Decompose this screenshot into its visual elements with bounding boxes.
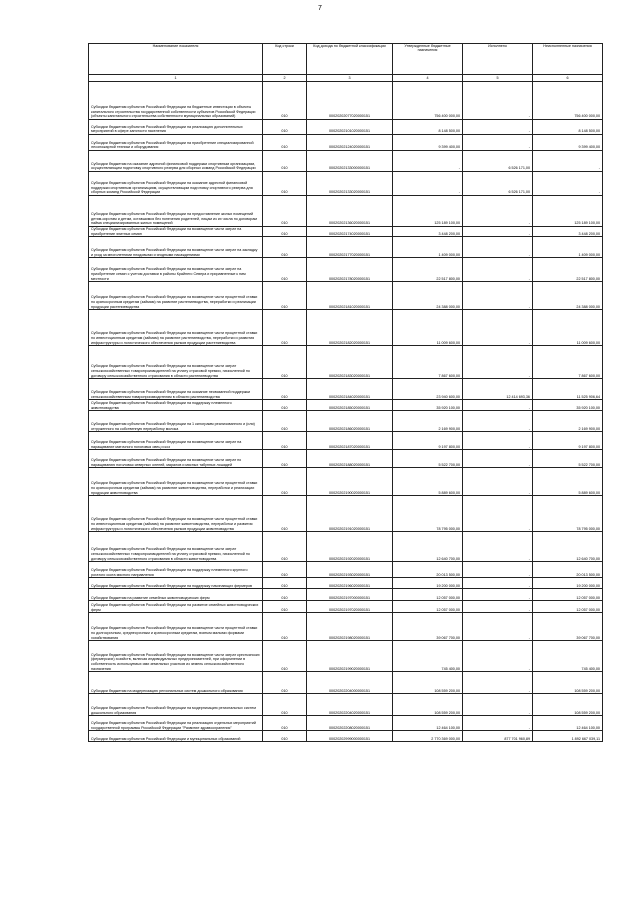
table-row: [89, 562, 603, 578]
row-income-code: 00020202124020000151: [307, 135, 393, 151]
row-name: Субсидии бюджетам субъектов Российской Федерации на возмещение части процентной ставки по инвестиционным кредитам (займам) на развитие растениеводства, переработки и развития инфраструктуры и логистического обеспечения рынков продукции растениеводства: [89, 310, 263, 346]
row-approved: 35 920 100,00: [393, 400, 463, 411]
row-approved: 1 409 000,00: [393, 237, 463, 258]
row-income-code: 00020202999000000151: [307, 731, 393, 742]
row-name: Субсидии бюджетам субъектов Российской Федерации на оказание адресной финансовой поддержки спортивным организациям, осуществляющим подготовку спортивного резерва для сборных команд Российской Федерации: [89, 172, 263, 196]
row-income-code: 00020202181020000151: [307, 282, 393, 310]
row-income-code: 00020202204020000151: [307, 694, 393, 716]
row-unexecuted: 7 867 600,00: [533, 346, 603, 379]
row-unexecuted: 1 892 667 039,11: [533, 731, 603, 742]
row-unexecuted: 108 559 200,00: [533, 672, 603, 694]
row-name: Субсидии бюджетам субъектов Российской Федерации на возмещение части затрат на наращивание маточного поголовья овец и коз: [89, 432, 263, 450]
row-approved: 108 559 200,00: [393, 694, 463, 716]
row-income-code: 00020202197020000151: [307, 601, 393, 613]
row-name: Субсидии бюджетам субъектов Российской Федерации на приобретение специализированной лесопожарной техники и оборудования: [89, 135, 263, 151]
column-number: 2: [263, 75, 307, 82]
row-income-code: 00020202199020000151: [307, 641, 393, 672]
row-unexecuted: 2 169 900,00: [533, 411, 603, 432]
budget-table: [88, 43, 603, 742]
row-executed: -: [463, 613, 533, 641]
header-unexecuted: Неисполненные назначения: [533, 44, 603, 75]
column-number: 4: [393, 75, 463, 82]
row-approved: 108 559 200,00: [393, 672, 463, 694]
row-executed: 877 701 960,89: [463, 731, 533, 742]
row-line-code: 010: [263, 346, 307, 379]
column-number: 1: [89, 75, 263, 82]
row-executed: 6 526 171,00: [463, 172, 533, 196]
row-line-code: 010: [263, 196, 307, 227]
table-row: [89, 731, 603, 742]
row-name: Субсидии бюджетам субъектов Российской Федерации на реализацию дополнительных мероприятий в сфере занятости населения: [89, 120, 263, 135]
row-approved: 24 388 000,00: [393, 282, 463, 310]
table-row: [89, 237, 603, 258]
table-row: [89, 432, 603, 450]
table-row: [89, 227, 603, 237]
row-line-code: 010: [263, 613, 307, 641]
row-income-code: 00020202184020000151: [307, 379, 393, 400]
row-approved: 23 940 600,00: [393, 379, 463, 400]
row-income-code: 00020202197000000151: [307, 589, 393, 601]
table-row: [89, 282, 603, 310]
row-approved: 5 889 600,00: [393, 468, 463, 496]
row-line-code: 010: [263, 411, 307, 432]
row-line-code: 010: [263, 601, 307, 613]
row-line-code: 010: [263, 151, 307, 172]
header-name: Наименование показателя: [89, 44, 263, 75]
row-executed: -: [463, 578, 533, 589]
row-name: Субсидии бюджетам субъектов Российской Федерации на бюджетные инвестиции в объекты капитального строительства государственной собственности субъектов Российской Федерации (объекты капитального строительства собственности муниципальных образований): [89, 82, 263, 120]
row-line-code: 010: [263, 227, 307, 237]
row-unexecuted: 12 057 000,00: [533, 589, 603, 601]
row-name: Субсидии бюджетам субъектов Российской Федерации на поддержку племенного животноводства: [89, 400, 263, 411]
table-row: [89, 135, 603, 151]
row-executed: -: [463, 282, 533, 310]
row-line-code: 010: [263, 731, 307, 742]
row-income-code: 00020202208020000151: [307, 716, 393, 731]
row-name: Субсидии бюджетам на модернизацию региональных систем дошкольного образования: [89, 672, 263, 694]
row-name: Субсидии бюджетам субъектов Российской Федерации на возмещение части затрат на приобретение элитных семян: [89, 227, 263, 237]
row-executed: -: [463, 601, 533, 613]
row-name: Субсидии бюджетам субъектов Российской Федерации на возмещение части затрат по наращиванию поголовья северных оленей, маралов и мясных табунных лошадей: [89, 450, 263, 468]
row-name: Субсидии бюджетам субъектов Российской Федерации на реализацию отдельных мероприятий государственной программы Российской Федерации "Развитие здравоохранения": [89, 716, 263, 731]
table-row: [89, 532, 603, 562]
table-row: [89, 172, 603, 196]
row-unexecuted: 1 409 000,00: [533, 237, 603, 258]
row-executed: -: [463, 562, 533, 578]
row-executed: -: [463, 411, 533, 432]
table-row: [89, 310, 603, 346]
row-income-code: 00020202101020000151: [307, 120, 393, 135]
row-name: Субсидии бюджетам субъектов Российской Федерации на возмещение части процентной ставки по долгосрочным, среднесрочным и краткосрочным кредитам, взятым малыми формами хозяйствования: [89, 613, 263, 641]
row-executed: -: [463, 694, 533, 716]
table-row: [89, 672, 603, 694]
row-income-code: 00020202186020000151: [307, 411, 393, 432]
row-unexecuted: -: [533, 151, 603, 172]
row-name: Субсидии бюджетам на развитие семейных животноводческих ферм: [89, 589, 263, 601]
row-name: Субсидии бюджетам субъектов Российской Федерации на 1 килограмм реализованного и (или) отгруженного на собственную переработку молока: [89, 411, 263, 432]
row-line-code: 010: [263, 400, 307, 411]
row-line-code: 010: [263, 172, 307, 196]
row-approved: 2 169 900,00: [393, 411, 463, 432]
row-income-code: 00020202174020000151: [307, 227, 393, 237]
header-row: [89, 44, 603, 75]
row-executed: -: [463, 227, 533, 237]
row-name: Субсидии бюджетам субъектов Российской Федерации на оказание несвязанной поддержки сельскохозяйственным товаропроизводителям в области растениеводства: [89, 379, 263, 400]
row-executed: -: [463, 468, 533, 496]
column-number: 5: [463, 75, 533, 82]
row-approved: 12 464 100,00: [393, 716, 463, 731]
row-line-code: 010: [263, 450, 307, 468]
row-executed: -: [463, 310, 533, 346]
row-executed: -: [463, 120, 533, 135]
table-row: [89, 613, 603, 641]
row-line-code: 010: [263, 496, 307, 532]
row-approved: 9 197 800,00: [393, 432, 463, 450]
row-income-code: 00020202183020000151: [307, 346, 393, 379]
column-number-row: [89, 75, 603, 82]
row-unexecuted: 9 197 800,00: [533, 432, 603, 450]
row-unexecuted: 5 522 700,00: [533, 450, 603, 468]
row-unexecuted: 39 067 700,00: [533, 613, 603, 641]
row-line-code: 010: [263, 282, 307, 310]
row-executed: 12 414 693,36: [463, 379, 533, 400]
row-executed: -: [463, 532, 533, 562]
table-row: [89, 578, 603, 589]
row-name: Субсидии бюджетам субъектов Российской Федерации на возмещение части процентной ставки по краткосрочным кредитам (займам) на развитие растениеводства, переработки и реализации продукции растениеводства: [89, 282, 263, 310]
table-row: [89, 258, 603, 282]
row-unexecuted: 11 009 600,00: [533, 310, 603, 346]
row-unexecuted: 19 200 000,00: [533, 578, 603, 589]
row-executed: -: [463, 258, 533, 282]
row-approved: 745 400,00: [393, 641, 463, 672]
row-executed: 6 526 171,00: [463, 151, 533, 172]
row-unexecuted: 11 525 906,64: [533, 379, 603, 400]
row-line-code: 010: [263, 589, 307, 601]
row-income-code: 00020202136020000151: [307, 196, 393, 227]
row-unexecuted: 12 057 000,00: [533, 601, 603, 613]
table-row: [89, 496, 603, 532]
row-line-code: 010: [263, 82, 307, 120]
row-name: Субсидии бюджетам субъектов Российской Федерации на возмещение части затрат на закладку и уход за многолетними плодовыми и ягодными насаждениями: [89, 237, 263, 258]
row-approved: -: [393, 151, 463, 172]
row-line-code: 010: [263, 432, 307, 450]
row-unexecuted: 756 400 000,00: [533, 82, 603, 120]
row-approved: 7 867 600,00: [393, 346, 463, 379]
row-income-code: 00020202204000000151: [307, 672, 393, 694]
row-line-code: 010: [263, 532, 307, 562]
row-approved: 39 067 700,00: [393, 613, 463, 641]
table-row: [89, 716, 603, 731]
column-number: 6: [533, 75, 603, 82]
row-line-code: 010: [263, 641, 307, 672]
row-income-code: 00020202192020000151: [307, 532, 393, 562]
table-row: [89, 601, 603, 613]
row-approved: 5 522 700,00: [393, 450, 463, 468]
row-executed: -: [463, 432, 533, 450]
row-unexecuted: 24 388 000,00: [533, 282, 603, 310]
row-executed: -: [463, 450, 533, 468]
row-income-code: 00020202188020000151: [307, 450, 393, 468]
row-income-code: 00020202185020000151: [307, 400, 393, 411]
row-unexecuted: 35 920 100,00: [533, 400, 603, 411]
row-name: Субсидии бюджетам на оказание адресной финансовой поддержки спортивным организациям, осуществляющим подготовку спортивного резерва для сборных команд Российской Федерации: [89, 151, 263, 172]
row-approved: 11 009 600,00: [393, 310, 463, 346]
row-approved: 3 448 200,00: [393, 227, 463, 237]
table-row: [89, 450, 603, 468]
row-unexecuted: 78 795 000,00: [533, 496, 603, 532]
row-name: Субсидии бюджетам субъектов Российской Федерации на возмещение части процентной ставки по краткосрочным кредитам (займам) на развитие животноводства, переработки и реализации продукции животноводства: [89, 468, 263, 496]
column-number: 3: [307, 75, 393, 82]
row-line-code: 010: [263, 120, 307, 135]
row-name: Субсидии бюджетам субъектов Российской Федерации на возмещение части процентной ставки по инвестиционным кредитам (займам) на развитие животноводства, переработки и развития инфраструктуры и логистического обеспечения рынков продукции животноводства: [89, 496, 263, 532]
row-line-code: 010: [263, 237, 307, 258]
row-name: Субсидии бюджетам субъектов Российской Федерации на модернизацию региональных систем дошкольного образования: [89, 694, 263, 716]
row-unexecuted: 5 889 600,00: [533, 468, 603, 496]
row-line-code: 010: [263, 468, 307, 496]
table-row: [89, 82, 603, 120]
row-unexecuted: 108 559 200,00: [533, 694, 603, 716]
row-unexecuted: 20 013 500,00: [533, 562, 603, 578]
row-approved: 2 770 369 000,00: [393, 731, 463, 742]
row-unexecuted: 3 448 200,00: [533, 227, 603, 237]
row-line-code: 010: [263, 578, 307, 589]
row-approved: 12 057 000,00: [393, 601, 463, 613]
table-row: [89, 694, 603, 716]
table-row: [89, 400, 603, 411]
row-name: Субсидии бюджетам субъектов Российской Федерации на возмещение части затрат сельскохозяйственных товаропроизводителей на уплату страховой премии, начисленной по договору сельскохозяйственного страхования в области растениеводства: [89, 346, 263, 379]
row-name: Субсидии бюджетам субъектов Российской Федерации на возмещение части затрат сельскохозяйственных товаропроизводителей на уплату страховой премии, начисленной по договору сельскохозяйственного страхования в области животноводства: [89, 532, 263, 562]
row-line-code: 010: [263, 310, 307, 346]
row-approved: 12 057 000,00: [393, 589, 463, 601]
row-approved: 20 013 500,00: [393, 562, 463, 578]
row-executed: -: [463, 400, 533, 411]
header-income-code: Код дохода по бюджетной классификации: [307, 44, 393, 75]
row-income-code: 00020202133000000151: [307, 151, 393, 172]
page-number: 7: [318, 5, 322, 12]
row-name: Субсидии бюджетам субъектов Российской Федерации на возмещение части затрат на приобретение семян с учетом доставки в районы Крайнего Севера и приравненные к ним местности: [89, 258, 263, 282]
row-approved: 78 795 000,00: [393, 496, 463, 532]
row-executed: -: [463, 496, 533, 532]
table-row: [89, 641, 603, 672]
row-approved: 19 200 000,00: [393, 578, 463, 589]
row-executed: -: [463, 716, 533, 731]
row-unexecuted: 125 189 100,00: [533, 196, 603, 227]
row-approved: 12 640 700,00: [393, 532, 463, 562]
row-unexecuted: 9 399 400,00: [533, 135, 603, 151]
header-line-code: Код строки: [263, 44, 307, 75]
row-income-code: 00020202187020000151: [307, 432, 393, 450]
row-executed: -: [463, 237, 533, 258]
table-row: [89, 120, 603, 135]
row-income-code: 00020202191020000151: [307, 496, 393, 532]
table-row: [89, 468, 603, 496]
row-income-code: 00020202178020000151: [307, 258, 393, 282]
row-line-code: 010: [263, 379, 307, 400]
row-executed: -: [463, 196, 533, 227]
table-row: [89, 151, 603, 172]
table-row: [89, 379, 603, 400]
table-row: [89, 346, 603, 379]
row-executed: -: [463, 589, 533, 601]
row-line-code: 010: [263, 258, 307, 282]
row-executed: -: [463, 672, 533, 694]
row-line-code: 010: [263, 562, 307, 578]
row-name: Субсидии бюджетам субъектов Российской Федерации и муниципальных образований: [89, 731, 263, 742]
header-executed: Исполнено: [463, 44, 533, 75]
row-name: Субсидии бюджетам субъектов Российской Федерации на поддержку начинающих фермеров: [89, 578, 263, 589]
row-unexecuted: 12 464 100,00: [533, 716, 603, 731]
row-income-code: 00020202182020000151: [307, 310, 393, 346]
row-approved: 8 148 500,00: [393, 120, 463, 135]
row-unexecuted: 8 148 500,00: [533, 120, 603, 135]
row-approved: 9 399 400,00: [393, 135, 463, 151]
table-row: [89, 196, 603, 227]
row-unexecuted: 12 640 700,00: [533, 532, 603, 562]
row-approved: -: [393, 172, 463, 196]
row-unexecuted: 22 517 800,00: [533, 258, 603, 282]
row-executed: -: [463, 641, 533, 672]
row-approved: 125 189 100,00: [393, 196, 463, 227]
row-unexecuted: -: [533, 172, 603, 196]
row-executed: -: [463, 135, 533, 151]
row-executed: -: [463, 82, 533, 120]
row-income-code: 00020202198020000151: [307, 613, 393, 641]
row-executed: -: [463, 346, 533, 379]
row-income-code: 00020202193020000151: [307, 562, 393, 578]
header-approved: Утвержденные бюджетные назначения: [393, 44, 463, 75]
row-income-code: 00020202077020000151: [307, 82, 393, 120]
row-approved: 756 400 000,00: [393, 82, 463, 120]
row-unexecuted: 745 400,00: [533, 641, 603, 672]
row-name: Субсидии бюджетам субъектов Российской Федерации на поддержку племенного крупного рогатого скота мясного направления: [89, 562, 263, 578]
row-name: Субсидии бюджетам субъектов Российской Федерации на возмещение части затрат крестьянских (фермерских) хозяйств, включая индивидуальных предпринимателей, при оформлении в собственность используемых ими земельных участков из земель сельскохозяйственного назначения: [89, 641, 263, 672]
row-income-code: 00020202177020000151: [307, 237, 393, 258]
row-income-code: 00020202196020000151: [307, 578, 393, 589]
row-approved: 22 517 800,00: [393, 258, 463, 282]
row-name: Субсидии бюджетам субъектов Российской Федерации на предоставление жилых помещений детям-сиротам и детям, оставшимся без попечения родителей, лицам из их числа по договорам найма специализированных жилых помещений: [89, 196, 263, 227]
table-row: [89, 589, 603, 601]
row-name: Субсидии бюджетам субъектов Российской Федерации на развитие семейных животноводческих ферм: [89, 601, 263, 613]
row-income-code: 00020202190020000151: [307, 468, 393, 496]
row-line-code: 010: [263, 716, 307, 731]
table-row: [89, 411, 603, 432]
row-line-code: 010: [263, 672, 307, 694]
row-line-code: 010: [263, 694, 307, 716]
row-income-code: 00020202133020000151: [307, 172, 393, 196]
row-line-code: 010: [263, 135, 307, 151]
